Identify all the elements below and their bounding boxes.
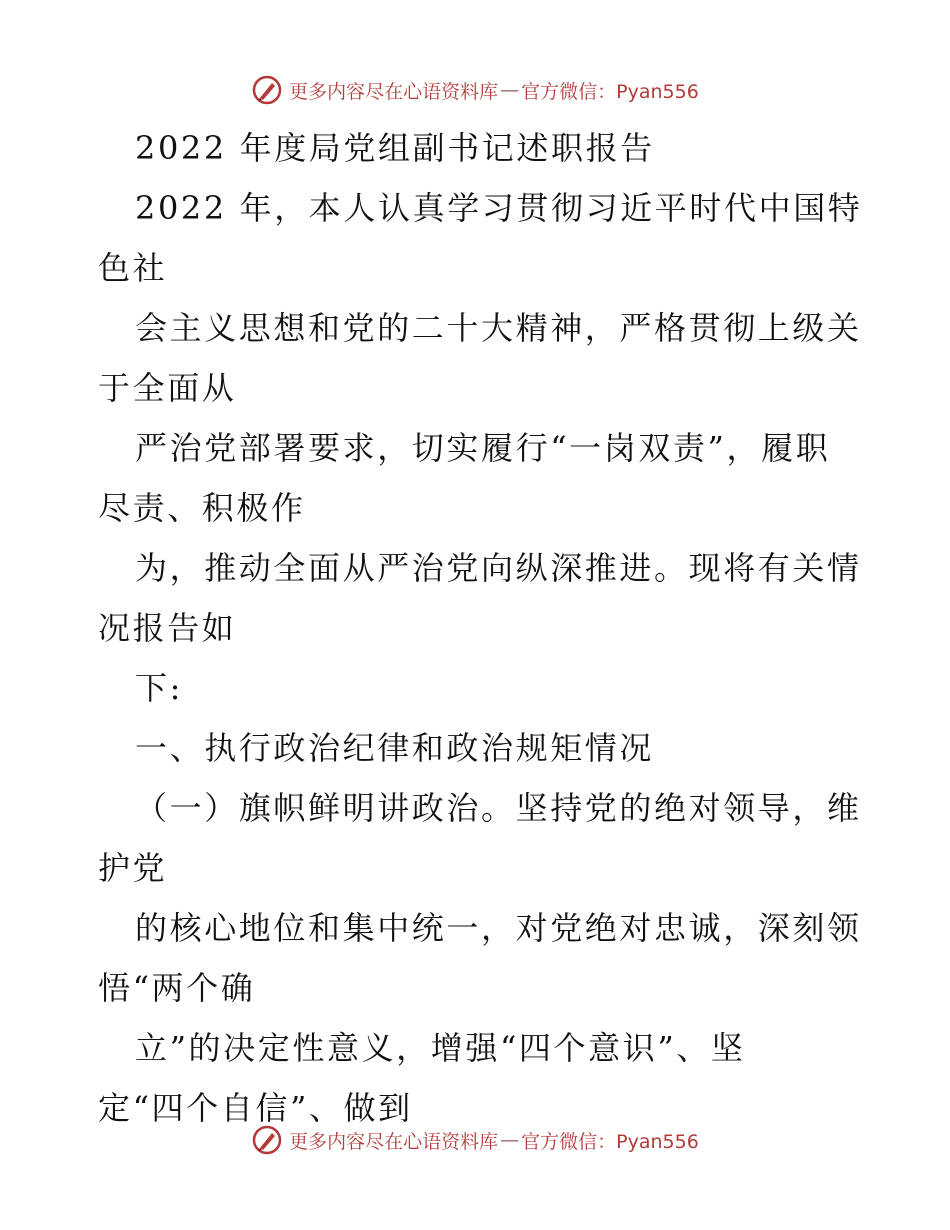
- watermark-banner-top: [0, 70, 950, 110]
- banner-separator: —: [500, 79, 520, 101]
- paragraph-line: 为，推动全面从严治党向纵深推进。现将有关情: [135, 549, 862, 587]
- paragraph-line: 定“四个自信”、做到: [98, 1089, 413, 1127]
- banner-separator: —: [500, 1129, 520, 1151]
- paragraph-line: （一）旗帜鲜明讲政治。坚持党的绝对领导，维: [135, 789, 862, 827]
- paragraph-line: 的核心地位和集中统一，对党绝对忠诚，深刻领: [135, 909, 862, 947]
- paragraph-line: 悟“两个确: [98, 969, 256, 1007]
- paragraph-line: 2022 年，本人认真学习贯彻习近平时代中国特: [135, 189, 863, 227]
- section-heading: 一、执行政治纪律和政治规矩情况: [135, 729, 655, 767]
- paragraph-line: 严治党部署要求，切实履行“一岗双责”，履职: [135, 429, 831, 467]
- pen-logo-icon: [251, 74, 283, 106]
- pen-logo-icon: [251, 1124, 283, 1156]
- paragraph-line: 况报告如: [98, 609, 237, 647]
- banner-text: 更多内容尽在心语资料库: [289, 1130, 499, 1153]
- paragraph-line: 护党: [98, 849, 168, 887]
- banner-wechat: 官方微信：Pyan556: [521, 1130, 699, 1153]
- banner-wechat: 官方微信：Pyan556: [521, 80, 699, 103]
- paragraph-line: 立”的决定性意义，增强“四个意识”、坚: [135, 1029, 746, 1067]
- paragraph-line: 于全面从: [98, 369, 237, 407]
- document-body: [0, 118, 950, 1138]
- paragraph-line: 尽责、积极作: [98, 489, 306, 527]
- document-title: 2022 年度局党组副书记述职报告: [135, 129, 655, 167]
- watermark-banner-bottom: [0, 1120, 950, 1160]
- paragraph-line: 下:: [135, 669, 183, 707]
- paragraph-line: 会主义思想和党的二十大精神，严格贯彻上级关: [135, 309, 862, 347]
- banner-text: 更多内容尽在心语资料库: [289, 80, 499, 103]
- paragraph-line: 色社: [98, 249, 168, 287]
